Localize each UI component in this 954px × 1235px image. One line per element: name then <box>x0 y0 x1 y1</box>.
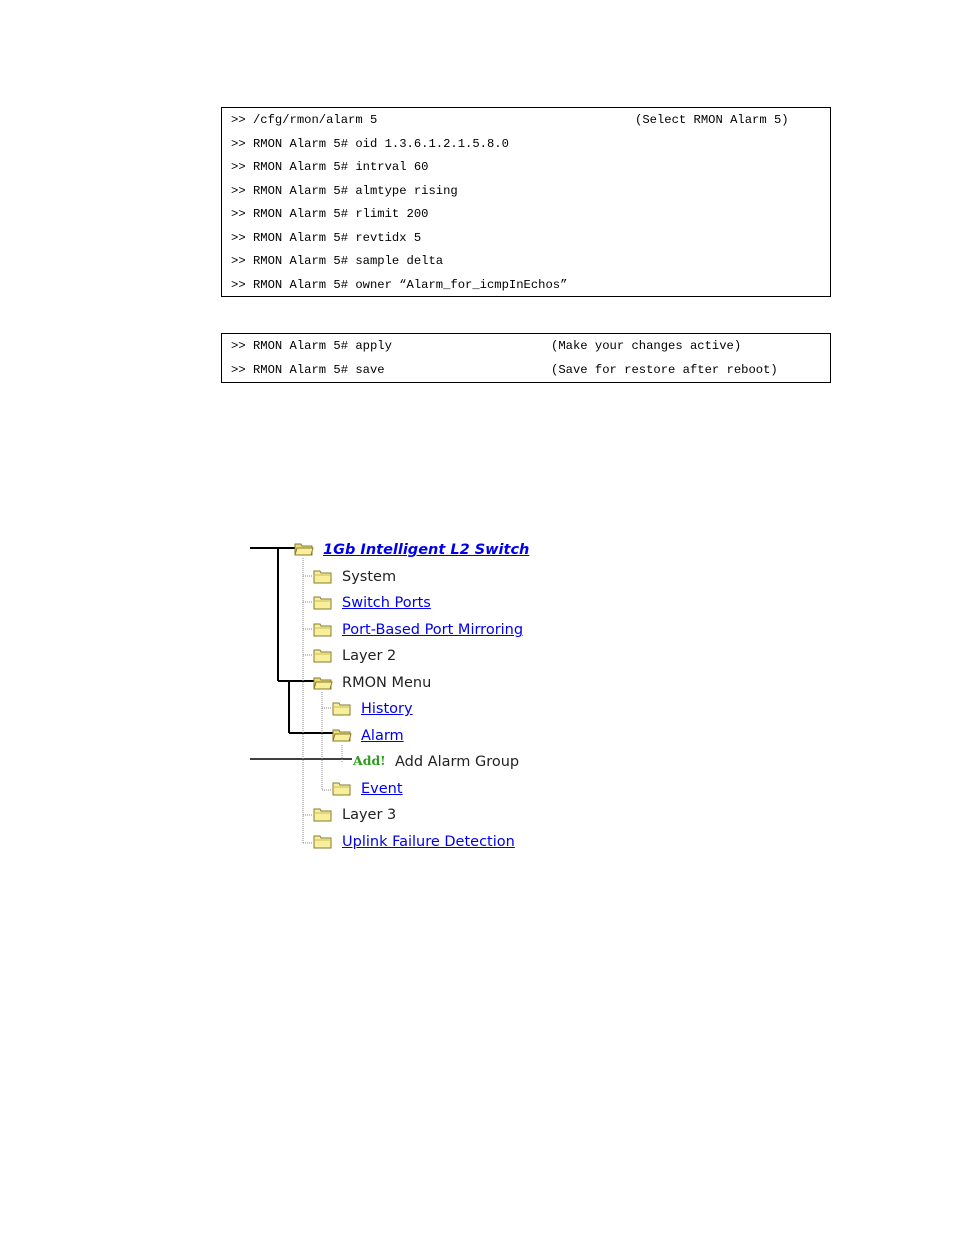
tree-item-system[interactable]: System <box>342 569 397 585</box>
tree-item-history[interactable]: History <box>361 701 413 717</box>
tree-item-add-alarm-group[interactable]: Add Alarm Group <box>395 754 520 770</box>
tree-item-layer2[interactable]: Layer 2 <box>342 648 397 664</box>
command-text: >> RMON Alarm 5# owner “Alarm_for_icmpInEchos” <box>231 277 568 292</box>
add-badge-icon: Add! <box>353 753 386 768</box>
tree-item-layer3[interactable]: Layer 3 <box>342 807 397 823</box>
folder-icon <box>313 807 333 822</box>
folder-icon <box>313 834 333 849</box>
folder-icon <box>332 781 352 796</box>
tree-item-uplink-failure-detection[interactable]: Uplink Failure Detection <box>342 834 515 850</box>
tree-item-event[interactable]: Event <box>361 781 403 797</box>
command-text: >> RMON Alarm 5# apply <box>231 339 392 353</box>
command-text: >> RMON Alarm 5# sample delta <box>231 254 444 268</box>
tree-item-port-mirroring[interactable]: Port-Based Port Mirroring <box>342 622 524 638</box>
open-folder-icon <box>332 727 352 742</box>
command-note: (Save for restore after reboot) <box>551 363 778 377</box>
open-folder-icon <box>294 541 314 556</box>
tree-item-alarm[interactable]: Alarm <box>361 728 404 744</box>
folder-icon <box>313 622 333 637</box>
command-note: (Select RMON Alarm 5) <box>635 113 789 127</box>
command-text: >> RMON Alarm 5# revtidx 5 <box>231 230 422 245</box>
folder-icon <box>313 595 333 610</box>
command-text: >> /cfg/rmon/alarm 5 <box>231 113 378 127</box>
tree-root-link[interactable]: 1Gb Intelligent L2 Switch <box>323 542 530 558</box>
tree-item-switch-ports[interactable]: Switch Ports <box>342 595 431 611</box>
command-text: >> RMON Alarm 5# rlimit 200 <box>231 207 429 221</box>
command-note: (Make your changes active) <box>551 339 742 353</box>
open-folder-icon <box>313 675 333 690</box>
command-text: >> RMON Alarm 5# save <box>231 363 385 377</box>
command-text: >> RMON Alarm 5# almtype rising <box>231 183 458 198</box>
folder-icon <box>313 569 333 584</box>
folder-icon <box>332 701 352 716</box>
command-text: >> RMON Alarm 5# intrval 60 <box>231 160 429 174</box>
tree-item-rmon-menu[interactable]: RMON Menu <box>342 675 432 691</box>
folder-icon <box>313 648 333 663</box>
command-text: >> RMON Alarm 5# oid 1.3.6.1.2.1.5.8.0 <box>231 136 509 151</box>
